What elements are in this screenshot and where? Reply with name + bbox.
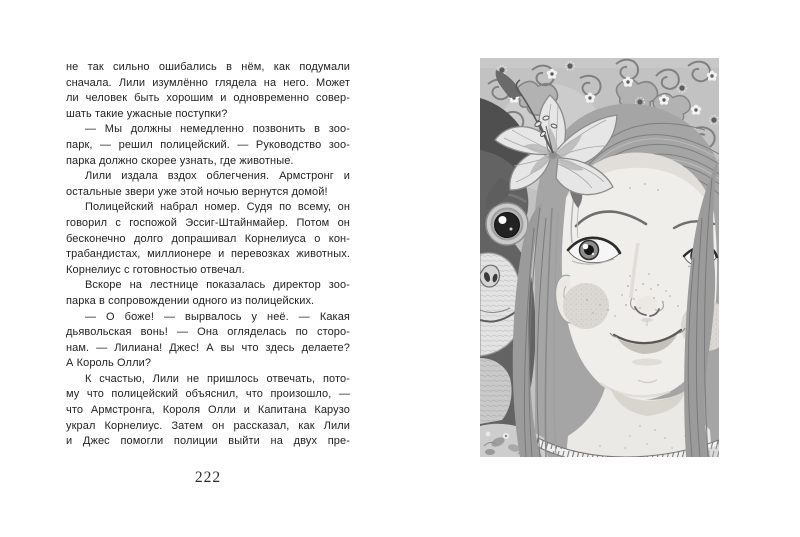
text-line: — Мы должны немедленно позвонить в зоо- xyxy=(85,123,350,136)
text-line: — О боже! — вырвалось у неё. — Какая xyxy=(85,310,350,323)
page-number: 222 xyxy=(194,469,222,486)
text-line: сначала. Лили изумлённо глядела на него. Может xyxy=(66,76,350,89)
text-line: парка должно скорее узнать, где животные. xyxy=(66,154,294,167)
text-line: украл Корнелиус. Затем он рассказал, как Лили xyxy=(66,419,350,432)
text-line: нам. — Лилиана! Джес! А вы что здесь делаете? xyxy=(66,341,350,354)
text-line: Корнелиус с готовностью отвечал. xyxy=(66,263,245,276)
text-line: парка в сопровождении одного из полицейских. xyxy=(66,294,315,307)
text-line: шать такие ужасные поступки? xyxy=(66,107,228,120)
text-line: Лили издала вздох облегчения. Армстронг и xyxy=(85,170,350,183)
text-line: парк, — решил полицейский. — Руководство зоо- xyxy=(66,138,350,151)
text-line: Полицейский набрал номер. Судя по всему, он xyxy=(85,201,350,214)
paragraph-lines xyxy=(66,60,350,450)
text-line: что Армстронга, Короля Олли и Капитана Карузо xyxy=(66,404,350,417)
text-line: говорил с госпожой Эссиг-Штайнмайер. Потом он xyxy=(66,216,350,229)
text-line: трабандистах, миллионере и перевозках животных. xyxy=(66,248,350,261)
text-line: бесконечно долго допрашивал Корнелиуса о кон- xyxy=(66,232,350,245)
illustration xyxy=(480,58,719,457)
text-line: му что полицейский объяснил, что произошло, — xyxy=(66,388,350,401)
text-line: и Джес помогли полиции выйти на двух пре- xyxy=(66,435,350,448)
text-line: не так сильно ошибались в нём, как подумали xyxy=(66,61,350,73)
text-line: К счастью, Лили не пришлось отвечать, пото- xyxy=(85,372,350,385)
text-line: Вскоре на лестнице показалась директор зоо- xyxy=(85,279,350,292)
page-text-column xyxy=(66,60,350,450)
text-line: остальные звери уже этой ночью вернутся домой! xyxy=(66,185,328,198)
text-line: дьявольская вонь! — Она огляделась по сторо- xyxy=(66,326,350,339)
illustration-svg xyxy=(480,58,719,457)
text-line: ли человек быть хорошим и одновременно совер- xyxy=(66,92,350,105)
text-line: А Король Олли? xyxy=(66,357,152,370)
